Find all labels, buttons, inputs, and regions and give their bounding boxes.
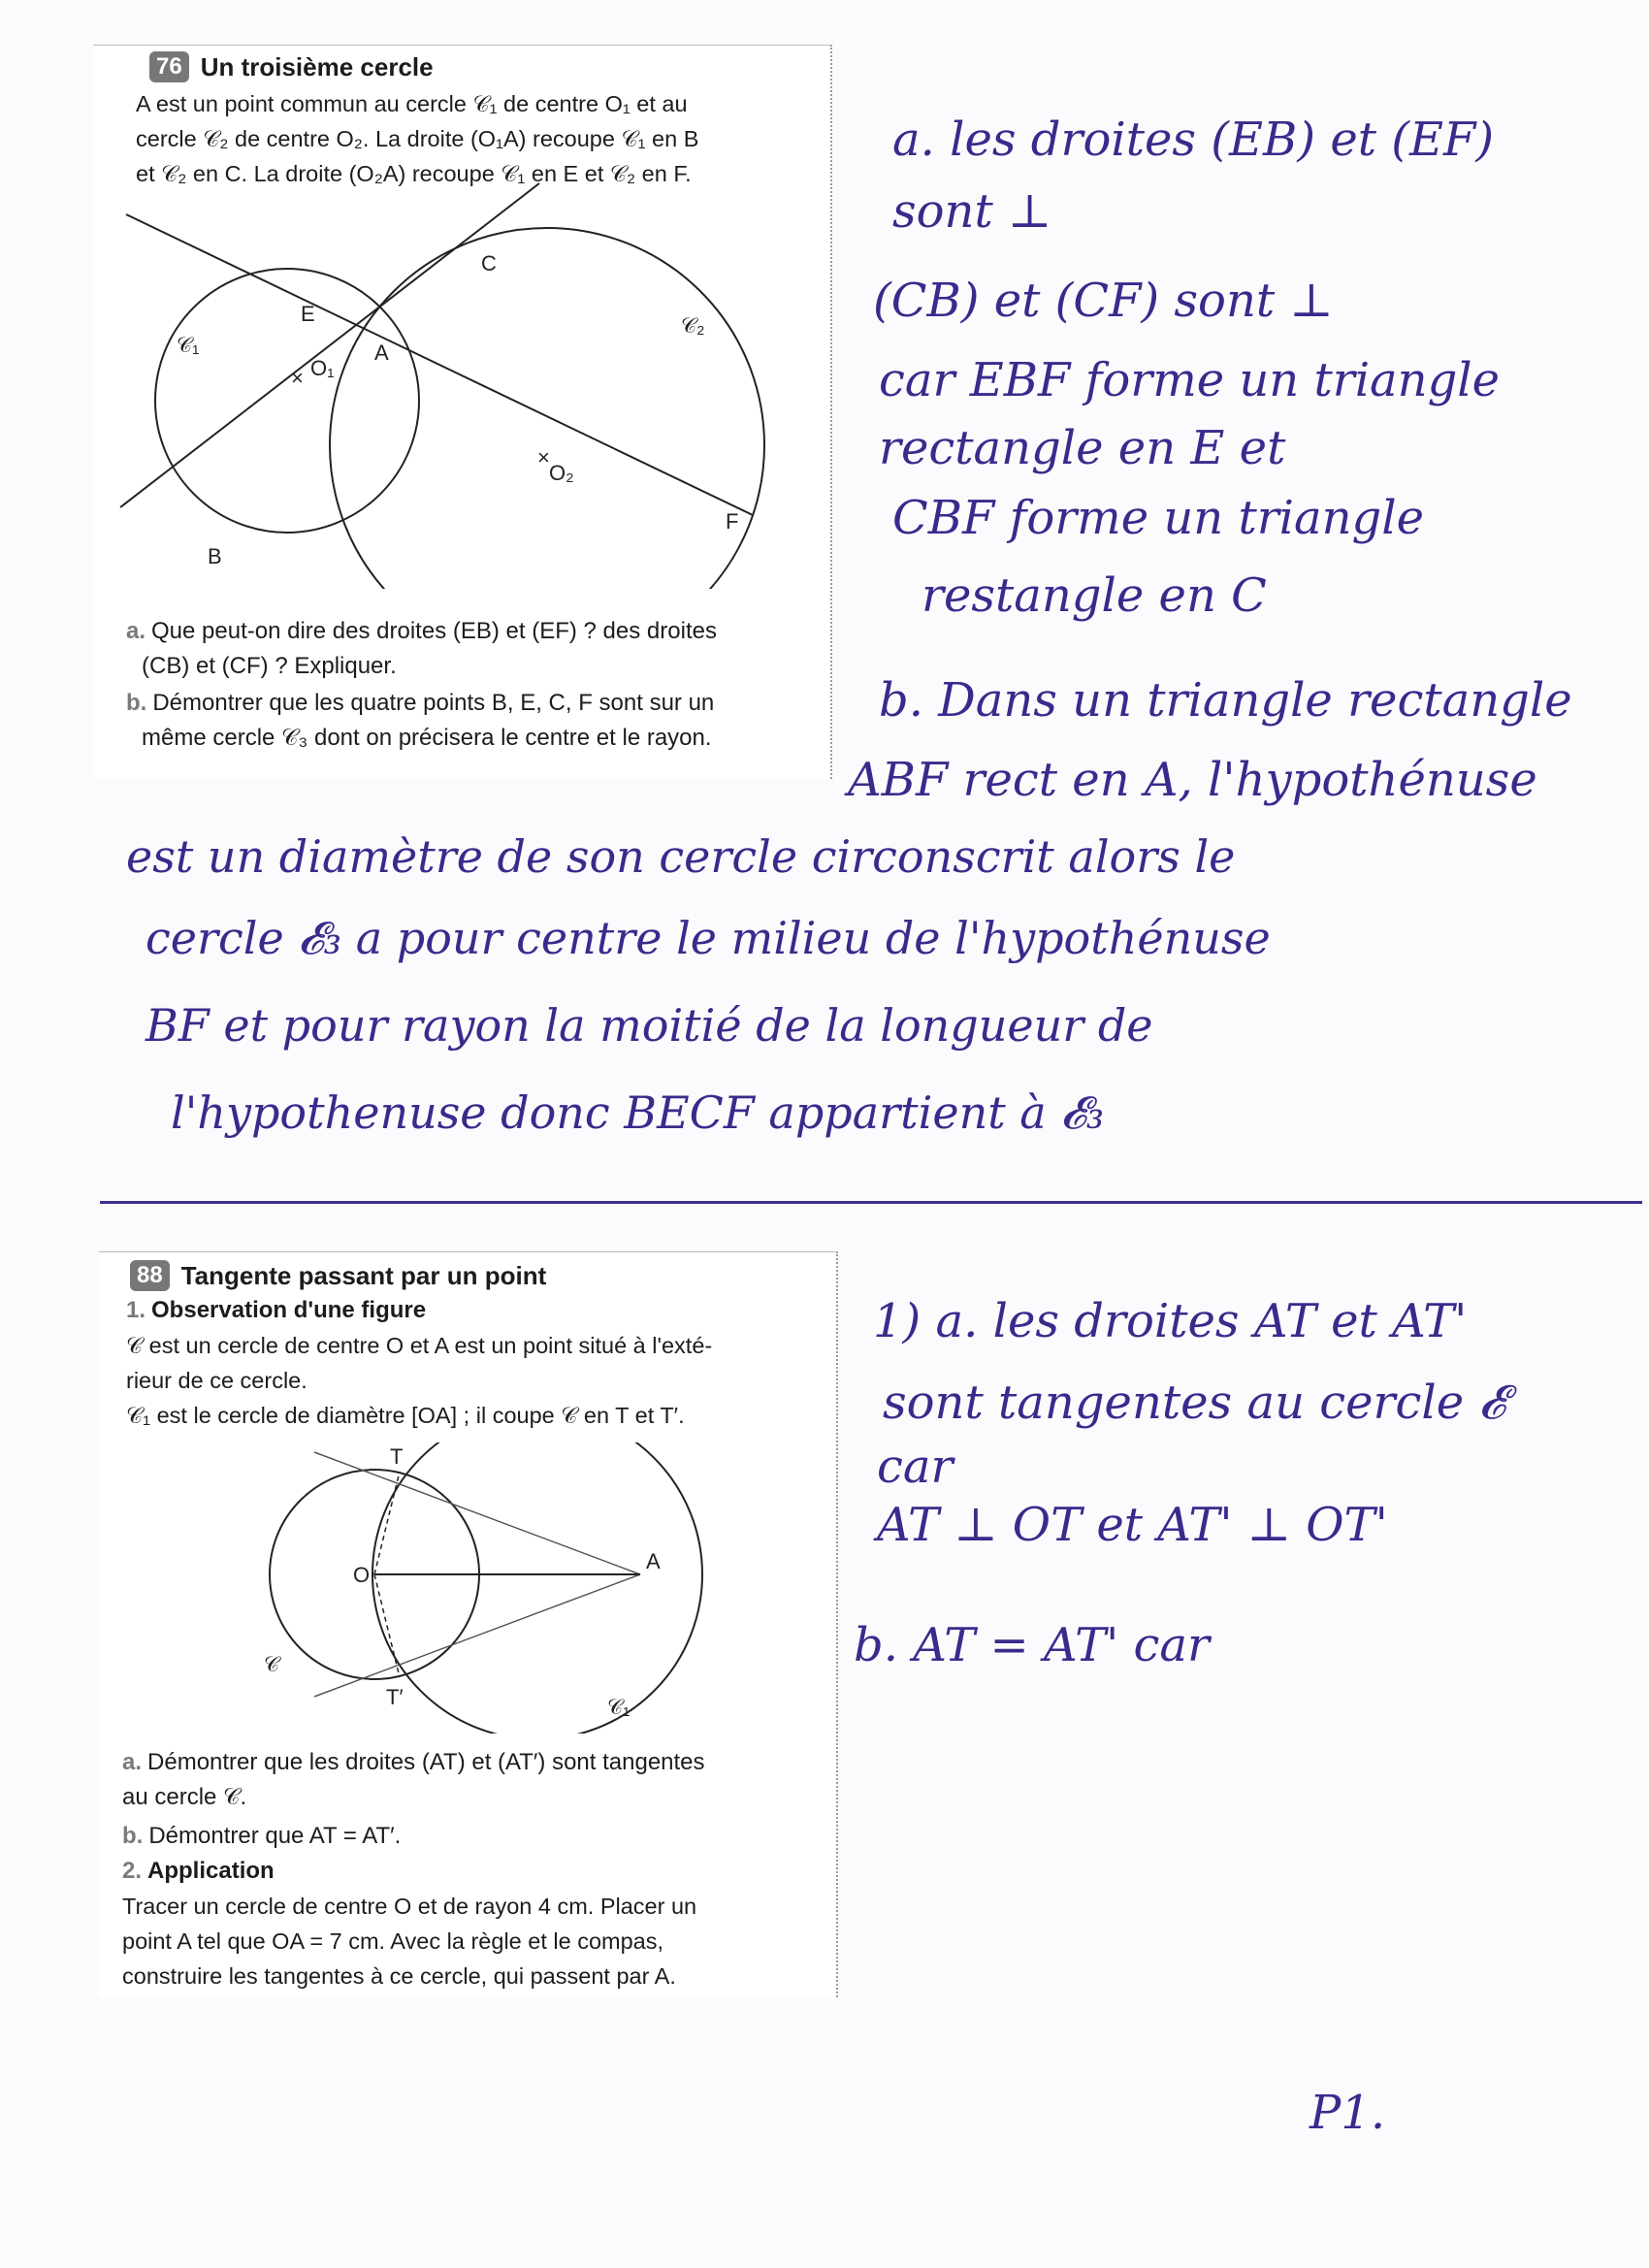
label-a: A	[646, 1549, 661, 1573]
application-line: construire les tangentes à ce cercle, qui passent par A.	[122, 1963, 676, 1989]
label-c1: 𝒞₁	[607, 1695, 630, 1719]
answer-76-line: ABF rect en A, l'hypothénuse	[848, 753, 1537, 807]
circle-c1	[372, 1442, 702, 1733]
answer-88-line: car	[877, 1440, 954, 1494]
question-text: Que peut-on dire des droites (EB) et (EF) ? des droites	[151, 618, 717, 644]
exercise-76-header	[149, 51, 434, 82]
part-label: 2.	[122, 1858, 143, 1884]
answer-76-line: est un diamètre de son cercle circonscrit alors le	[126, 830, 1236, 883]
exercise-76-clipping	[93, 45, 832, 779]
statement-line: 𝒞₁ est le cercle de diamètre [OA] ; il coupe 𝒞 en T et T′.	[126, 1403, 685, 1428]
answer-76-line: car EBF forme un triangle	[879, 353, 1501, 407]
exercise-88-clipping	[99, 1251, 838, 1997]
answer-76-line: CBF forme un triangle	[892, 491, 1425, 545]
label-t-prime: T′	[386, 1685, 404, 1709]
exercise-76-question-b	[126, 686, 714, 721]
statement-line: cercle 𝒞₂ de centre O₂. La droite (O₁A) recoupe 𝒞₁ en B	[136, 126, 699, 151]
label-c2: 𝒞₂	[681, 313, 705, 338]
section-divider	[100, 1201, 1642, 1204]
exercise-88-title: Tangente passant par un point	[180, 1260, 547, 1290]
exercise-88-part1-heading	[126, 1297, 426, 1324]
answer-76-line: restangle en C	[922, 568, 1267, 623]
label-c: C	[481, 251, 497, 275]
exercise-88-figure	[99, 1442, 836, 1733]
statement-line: A est un point commun au cercle 𝒞₁ de centre O₁ et au	[136, 91, 688, 116]
circle-c2	[330, 228, 764, 589]
statement-line: et 𝒞₂ en C. La droite (O₂A) recoupe 𝒞₁ en E et 𝒞₂ en F.	[136, 161, 692, 186]
label-f: F	[726, 509, 739, 534]
exercise-88-question-b	[122, 1819, 401, 1854]
o2-mark: ×	[537, 445, 550, 470]
answer-76-line: cercle 𝓔₃ a pour centre le milieu de l'hypothénuse	[146, 912, 1271, 964]
exercise-76-figure	[93, 181, 830, 589]
answer-76-line: l'hypothenuse donc BECF appartient à 𝓔₃	[171, 1086, 1105, 1139]
question-label: a.	[122, 1749, 143, 1775]
question-text: Démontrer que AT = AT′.	[148, 1823, 402, 1849]
exercise-76-question-b-cont: même cercle 𝒞₃ dont on précisera le centre et le rayon.	[142, 725, 712, 751]
answer-76-line: BF et pour rayon la moitié de la longueur de	[146, 999, 1153, 1052]
exercise-76-number: 76	[149, 51, 189, 82]
exercise-88-number: 88	[130, 1260, 170, 1291]
label-b: B	[208, 544, 222, 568]
application-line: point A tel que OA = 7 cm. Avec la règle et le compas,	[122, 1928, 664, 1954]
exercise-88-question-a-cont: au cercle 𝒞.	[122, 1784, 247, 1810]
answer-88-line: sont tangentes au cercle 𝓔	[883, 1376, 1505, 1430]
label-o1: O₁	[310, 356, 335, 380]
part-title: Application	[147, 1858, 275, 1884]
label-o: O	[353, 1563, 371, 1587]
page-number: P1.	[1310, 2086, 1386, 2140]
answer-88-line: AT ⊥ OT et AT' ⊥ OT'	[877, 1498, 1388, 1552]
exercise-88-question-a	[122, 1745, 705, 1780]
radius-ot-prime	[374, 1574, 400, 1677]
label-t: T	[390, 1444, 404, 1469]
question-label: a.	[126, 618, 146, 644]
application-line: Tracer un cercle de centre O et de rayon 4 cm. Placer un	[122, 1894, 697, 1919]
answer-88-line: 1) a. les droites AT et AT'	[873, 1294, 1468, 1348]
answer-76-line: (CB) et (CF) sont ⊥	[873, 274, 1334, 328]
exercise-88-header	[130, 1260, 546, 1291]
label-c: 𝒞	[264, 1652, 280, 1676]
statement-line: rieur de ce cercle.	[126, 1368, 307, 1393]
label-o2: O₂	[549, 461, 574, 485]
radius-ot	[374, 1472, 400, 1574]
part-title: Observation d'une figure	[151, 1297, 427, 1323]
exercise-88-part2-heading	[122, 1858, 275, 1885]
question-label: b.	[126, 690, 147, 716]
question-label: b.	[122, 1823, 144, 1849]
exercise-76-question-a	[126, 614, 717, 649]
question-text: Démontrer que les droites (AT) et (AT′) sont tangentes	[147, 1749, 705, 1775]
part-label: 1.	[126, 1297, 146, 1323]
o1-mark: ×	[291, 366, 304, 390]
label-c1: 𝒞₁	[177, 333, 200, 357]
answer-76-line: rectangle en E et	[879, 421, 1286, 475]
exercise-76-question-a-cont: (CB) et (CF) ? Expliquer.	[142, 653, 397, 679]
answer-76-line: a. les droites (EB) et (EF)	[892, 113, 1495, 167]
statement-line: 𝒞 est un cercle de centre O et A est un point situé à l'exté-	[126, 1333, 713, 1358]
label-e: E	[301, 302, 315, 326]
answer-76-line: b. Dans un triangle rectangle	[879, 673, 1572, 728]
exercise-76-statement	[136, 86, 698, 191]
label-a: A	[374, 340, 389, 365]
answer-76-line: sont ⊥	[892, 184, 1052, 239]
answer-88-line: b. AT = AT' car	[854, 1618, 1210, 1672]
exercise-88-application	[122, 1889, 696, 1993]
exercise-76-title: Un troisième cercle	[200, 51, 434, 81]
exercise-88-statement	[126, 1328, 712, 1433]
question-text: Démontrer que les quatre points B, E, C, F sont sur un	[152, 690, 715, 716]
